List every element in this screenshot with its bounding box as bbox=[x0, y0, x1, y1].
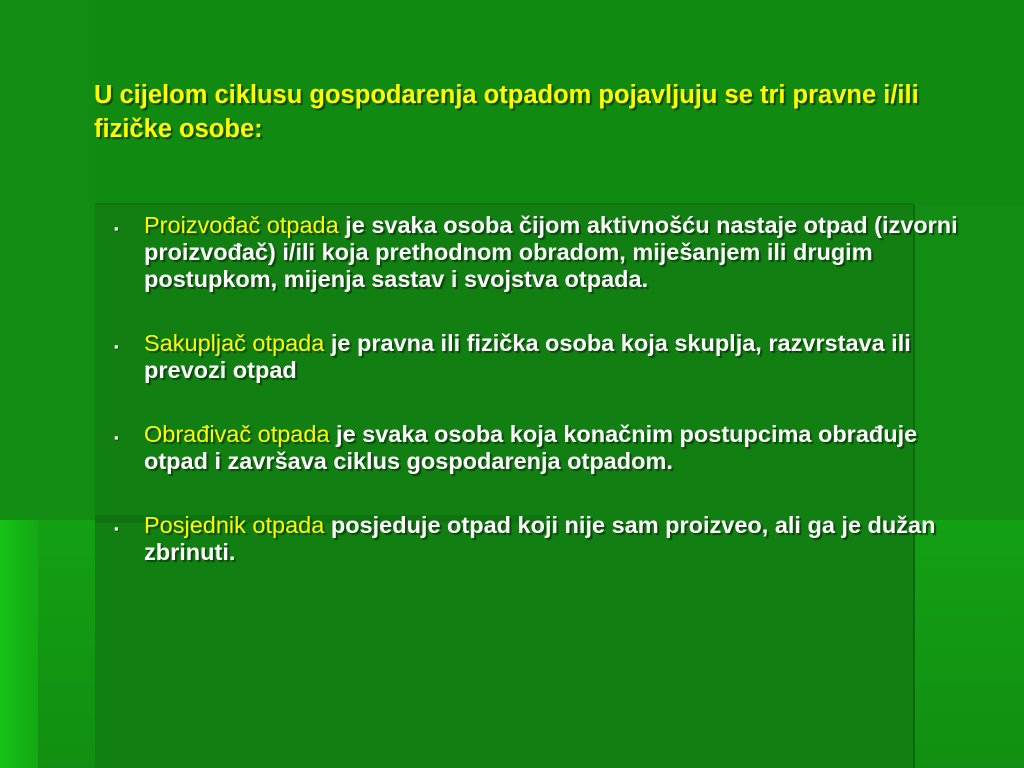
slide-title: U cijelom ciklusu gospodarenja otpadom pojavljuju se tri pravne i/ili fizičke osobe: bbox=[94, 81, 919, 143]
square-bullet-icon: ▪ bbox=[114, 430, 119, 445]
term-label: Proizvođač otpada bbox=[144, 212, 339, 238]
list-item bbox=[100, 330, 970, 384]
term-description: je pravna ili fizička osoba koja skuplja, razvrstava ili prevozi otpad bbox=[144, 330, 911, 383]
term-description: posjeduje otpad koji nije sam proizveo, ali ga je dužan zbrinuti. bbox=[144, 512, 936, 565]
square-bullet-icon: ▪ bbox=[114, 339, 119, 354]
term-label: Sakupljač otpada bbox=[144, 330, 325, 356]
square-bullet-icon: ▪ bbox=[114, 221, 119, 236]
term-label: Obrađivač otpada bbox=[144, 421, 330, 447]
list-item bbox=[100, 421, 970, 475]
square-bullet-icon: ▪ bbox=[114, 521, 119, 536]
background-left-strip bbox=[0, 520, 38, 768]
list-item bbox=[100, 512, 970, 566]
bullet-list bbox=[100, 212, 970, 603]
term-description: je svaka osoba čijom aktivnošću nastaje otpad (izvorni proizvođač) i/ili koja prethodnom obradom, miješanjem ili drugim postupkom, mijenja sastav i svojstva otpada. bbox=[144, 212, 958, 292]
list-item bbox=[100, 212, 970, 293]
term-label: Posjednik otpada bbox=[144, 512, 325, 538]
term-description: je svaka osoba koja konačnim postupcima obrađuje otpad i završava ciklus gospodarenja otpadom. bbox=[144, 421, 918, 474]
